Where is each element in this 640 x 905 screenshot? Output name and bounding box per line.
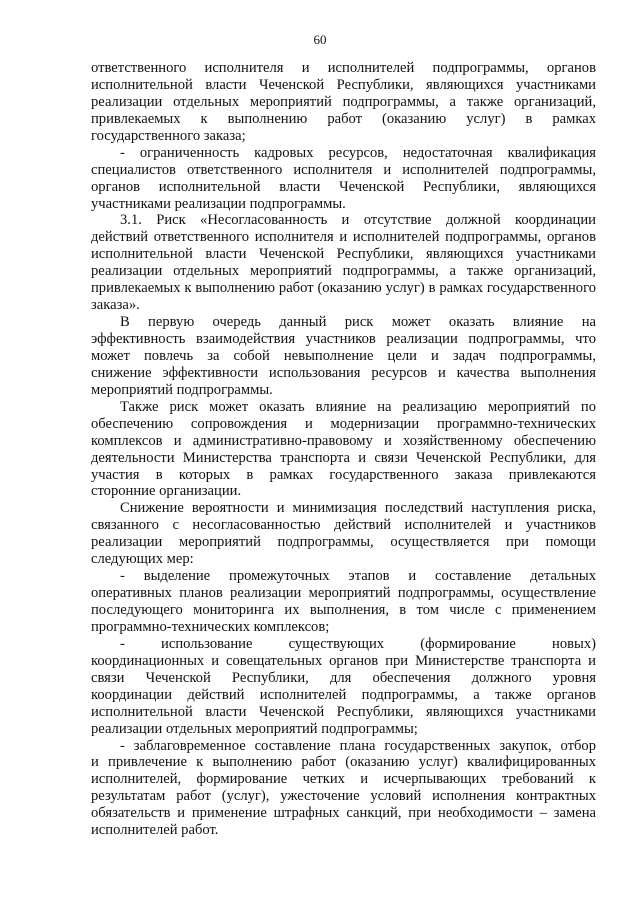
text-line: обеспечению сопровождения и модернизации программно-технических: [91, 415, 596, 432]
text-line: и привлечение к выполнению работ (оказанию услуг) квалифицированных: [91, 754, 596, 771]
text-line: исполнительной власти Чеченской Республики, являющихся участниками: [91, 703, 596, 720]
text-line: государственного заказа;: [91, 127, 246, 144]
page-number: 60: [313, 32, 327, 47]
text-line: обязательств и применение штрафных санкций, при необходимости – замена: [91, 805, 596, 822]
text-line: заказа».: [91, 297, 140, 314]
text-line: - ограниченность кадровых ресурсов, недостаточная квалификация: [120, 144, 596, 161]
text-line: результатам работ (услуг), ужесточение условий исполнения контрактных: [91, 788, 596, 805]
text-line: связанного с несогласованностью действий исполнителей и участников: [91, 517, 596, 534]
text-line: реализации отдельных мероприятий подпрограммы;: [91, 720, 418, 737]
paragraph: [91, 399, 596, 501]
text-line: участия в которых в рамках государственного заказа привлекаются: [91, 466, 596, 483]
text-line: комплексов и административно-правовому и хозяйственному обеспечению: [91, 432, 596, 449]
text-line: Снижение вероятности и минимизация последствий наступления риска,: [120, 500, 596, 517]
paragraph: [91, 60, 596, 145]
paragraph: [91, 738, 596, 840]
text-line: органов исполнительной власти Чеченской Республики, являющихся: [91, 178, 596, 195]
text-line: - заблаговременное составление плана государственных закупок, отбор: [120, 737, 596, 754]
text-line: привлекаемых к выполнению работ (оказанию услуг) в рамках государственного: [91, 280, 596, 297]
text-line: следующих мер:: [91, 551, 194, 568]
paragraph: [91, 500, 596, 568]
paragraph: [91, 568, 596, 636]
text-line: эффективность взаимодействия участников реализации подпрограммы, что: [91, 331, 596, 347]
document-body: [91, 60, 596, 839]
text-line: координации действий исполнителей подпрограммы, а также органов: [91, 686, 596, 703]
text-line: связи Чеченской Республики, для обеспечения должного уровня: [91, 669, 596, 686]
text-line: исполнителей, формирование четких и исчерпывающих требований к: [91, 771, 596, 788]
text-line: исполнительной власти Чеченской Республики, являющихся участниками: [91, 76, 596, 93]
text-line: снижение эффективности использования ресурсов и качества выполнения: [91, 364, 596, 381]
text-line: - использование существующих (формирование новых): [120, 635, 596, 652]
text-line: оперативных планов реализации мероприятий подпрограммы, осуществление: [91, 585, 596, 602]
text-line: мероприятий подпрограммы.: [91, 381, 273, 398]
text-line: исполнительной власти Чеченской Республики, являющихся участниками: [91, 246, 596, 263]
text-line: координационных и совещательных органов при Министерстве транспорта и: [91, 652, 596, 669]
text-line: - выделение промежуточных этапов и составление детальных: [120, 568, 596, 585]
text-line: В первую очередь данный риск может оказать влияние на: [120, 314, 596, 331]
text-line: программно-технических комплексов;: [91, 618, 330, 635]
text-line: сторонние организации.: [91, 483, 242, 500]
text-line: Также риск может оказать влияние на реализацию мероприятий по: [120, 398, 596, 415]
text-line: участниками реализации подпрограммы.: [91, 195, 346, 212]
text-line: действий ответственного исполнителя и исполнителей подпрограммы, органов: [91, 229, 596, 246]
paragraph: [91, 636, 596, 738]
text-line: реализации мероприятий подпрограммы, осуществляется при помощи: [91, 534, 596, 551]
text-line: исполнителей работ.: [91, 822, 219, 839]
paragraph: [91, 212, 596, 314]
text-line: привлекаемых к выполнению работ (оказанию услуг) в рамках: [91, 110, 596, 127]
text-line: деятельности Министерства транспорта и связи Чеченской Республики, для: [91, 449, 596, 466]
text-line: может повлечь за собой невыполнение цели и задач подпрограммы,: [91, 347, 596, 364]
text-line: 3.1. Риск «Несогласованность и отсутствие должной координации: [120, 212, 596, 229]
text-line: реализации отдельных мероприятий подпрограммы, а также организаций,: [91, 93, 596, 110]
text-line: реализации отдельных мероприятий подпрограммы, а также организаций,: [91, 263, 596, 280]
text-line: последующего мониторинга их выполнения, в том числе с применением: [91, 602, 596, 618]
paragraph: [91, 145, 596, 213]
paragraph: [91, 314, 596, 399]
text-line: специалистов ответственного исполнителя и исполнителей подпрограммы,: [91, 161, 596, 178]
text-line: ответственного исполнителя и исполнителей подпрограммы, органов: [91, 60, 596, 76]
